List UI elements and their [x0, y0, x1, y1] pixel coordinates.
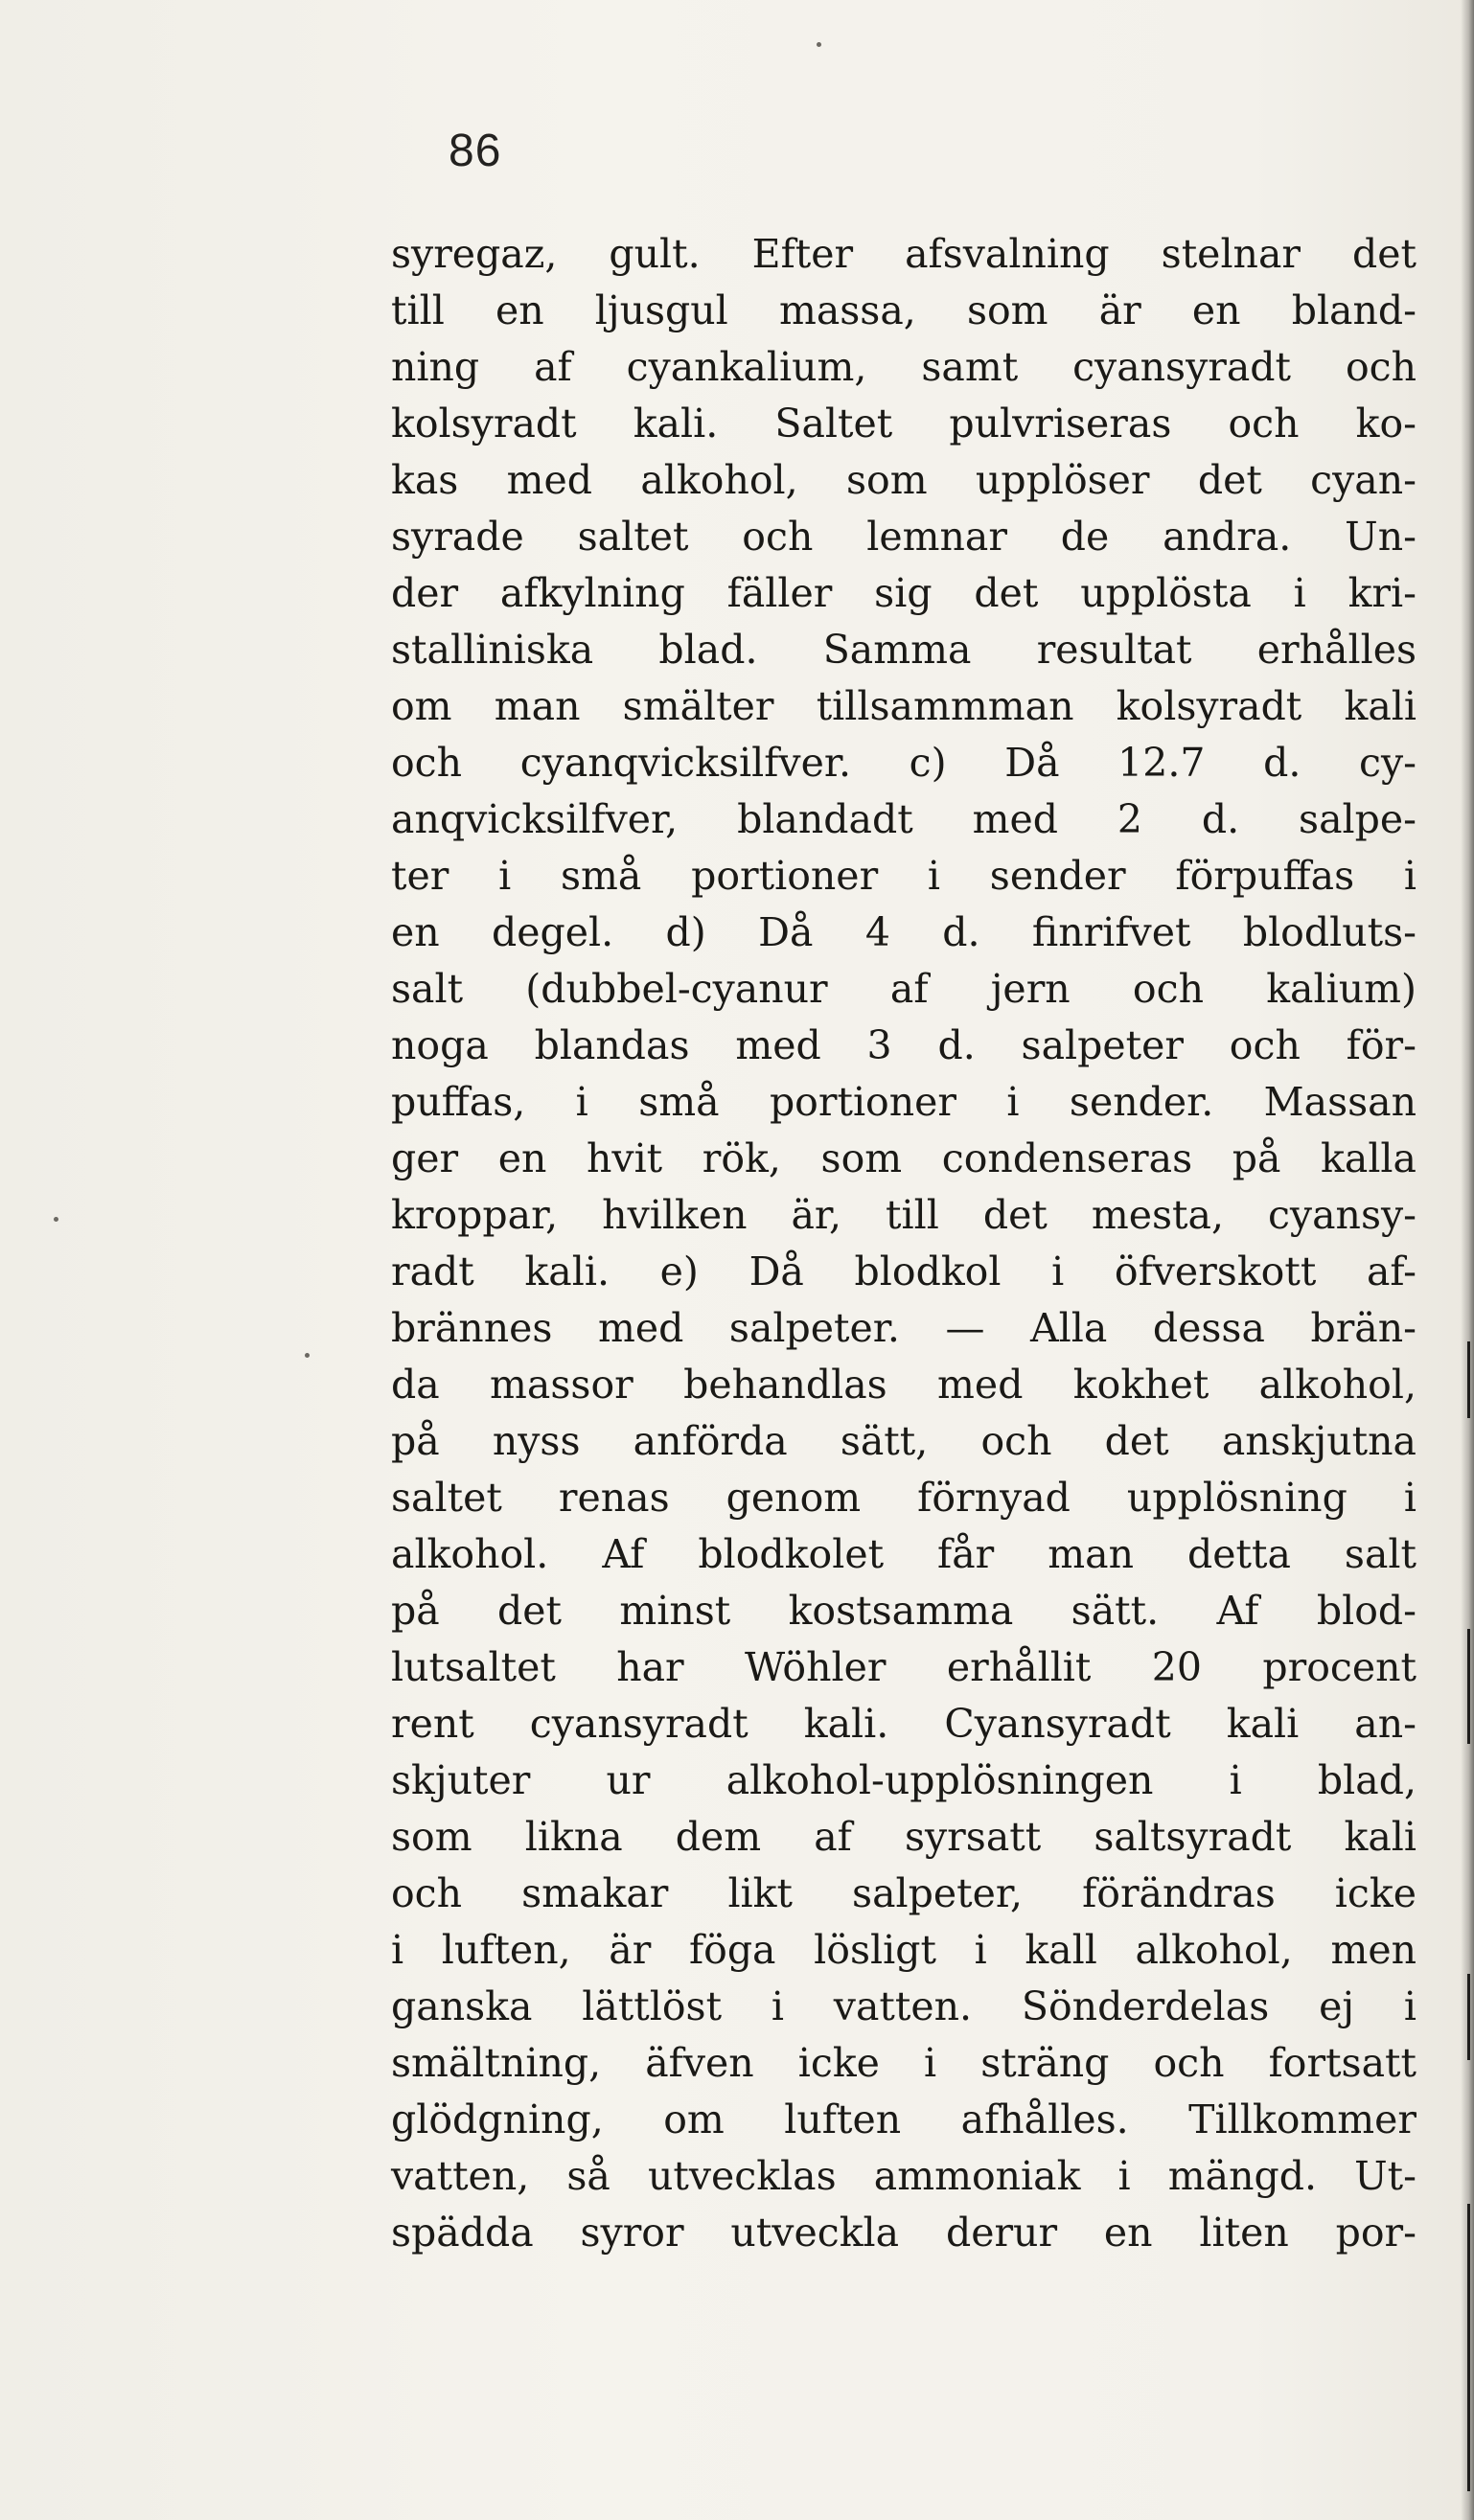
- text-line: till en ljusgul massa, som är en bland-: [391, 287, 1416, 333]
- text-line: anqvicksilfver, blandadt med 2 d. salpe-: [391, 796, 1416, 842]
- text-line: och cyanqvicksilfver. c) Då 12.7 d. cy-: [391, 740, 1416, 786]
- page-edge-mark: [1467, 2204, 1470, 2491]
- text-line: kas med alkohol, som upplöser det cyan-: [391, 457, 1416, 503]
- text-line: alkohol. Af blodkolet får man detta salt: [391, 1531, 1416, 1577]
- text-line: kolsyradt kali. Saltet pulvriseras och ko-: [391, 401, 1416, 447]
- text-line: lutsaltet har Wöhler erhållit 20 procent: [391, 1644, 1416, 1690]
- text-line: stalliniska blad. Samma resultat erhålles: [391, 627, 1416, 673]
- paper-speck: [54, 1217, 58, 1222]
- text-line: ter i små portioner i sender förpuffas i: [391, 853, 1416, 899]
- paper-speck: [817, 42, 821, 47]
- text-line: syrade saltet och lemnar de andra. Un-: [391, 514, 1416, 560]
- paper-speck: [305, 1353, 310, 1358]
- text-line: spädda syror utveckla derur en liten por-: [391, 2210, 1416, 2256]
- text-line: ger en hvit rök, som condenseras på kalla: [391, 1135, 1416, 1181]
- text-line: ganska lättlöst i vatten. Sönderdelas ej i: [391, 1983, 1416, 2029]
- text-line: om man smälter tillsammman kolsyradt kali: [391, 683, 1416, 729]
- text-line: radt kali. e) Då blodkol i öfverskott af-: [391, 1249, 1416, 1294]
- page-edge-mark: [1467, 1341, 1470, 1418]
- text-line: ning af cyankalium, samt cyansyradt och: [391, 344, 1416, 390]
- text-line: da massor behandlas med kokhet alkohol,: [391, 1362, 1416, 1408]
- text-line: syregaz, gult. Efter afsvalning stelnar det: [391, 231, 1416, 277]
- text-line: puffas, i små portioner i sender. Massan: [391, 1079, 1416, 1125]
- page-edge-shadow: [1461, 0, 1474, 2520]
- body-text: [391, 226, 1416, 2261]
- text-line: der afkylning fäller sig det upplösta i kri-: [391, 570, 1416, 616]
- text-line: skjuter ur alkohol-upplösningen i blad,: [391, 1757, 1416, 1803]
- text-line: brännes med salpeter. — Alla dessa brän-: [391, 1305, 1416, 1351]
- text-line: vatten, så utvecklas ammoniak i mängd. Ut-: [391, 2153, 1416, 2199]
- page-number: 86: [449, 126, 502, 176]
- page-edge-mark: [1467, 1974, 1470, 2060]
- text-line: en degel. d) Då 4 d. finrifvet blodluts-: [391, 909, 1416, 955]
- text-line: på det minst kostsamma sätt. Af blod-: [391, 1588, 1416, 1634]
- text-line: rent cyansyradt kali. Cyansyradt kali an-: [391, 1701, 1416, 1747]
- text-line: glödgning, om luften afhålles. Tillkommer: [391, 2096, 1416, 2142]
- text-line: på nyss anförda sätt, och det anskjutna: [391, 1418, 1416, 1464]
- text-line: som likna dem af syrsatt saltsyradt kali: [391, 1814, 1416, 1860]
- text-line: kroppar, hvilken är, till det mesta, cyansy-: [391, 1192, 1416, 1238]
- text-line: saltet renas genom förnyad upplösning i: [391, 1475, 1416, 1521]
- text-line: och smakar likt salpeter, förändras icke: [391, 1870, 1416, 1916]
- text-line: smältning, äfven icke i sträng och fortsatt: [391, 2040, 1416, 2086]
- text-line: salt (dubbel-cyanur af jern och kalium): [391, 966, 1416, 1012]
- text-line: noga blandas med 3 d. salpeter och för-: [391, 1022, 1416, 1068]
- text-line: i luften, är föga lösligt i kall alkohol, men: [391, 1927, 1416, 1973]
- page-edge-mark: [1467, 1629, 1470, 1744]
